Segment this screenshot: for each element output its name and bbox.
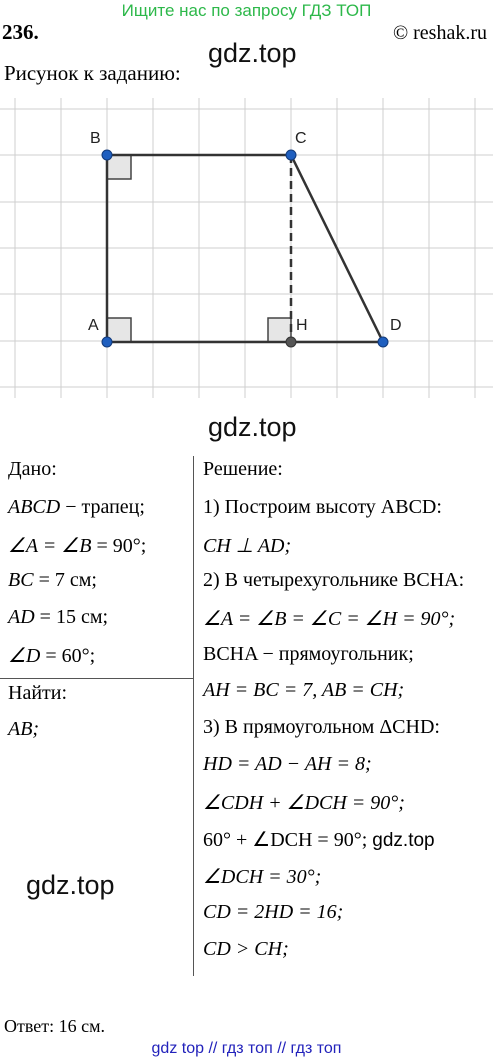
solution-line: BCHA − прямоугольник; [203,643,414,665]
point-a [102,337,112,347]
given-line: ∠A = ∠B = 90°; [8,535,147,557]
watermark-gdz: gdz.top [208,412,297,442]
given-divider [0,678,193,679]
label-h: H [296,317,308,334]
watermark-gdz: gdz.top [26,870,115,900]
solution-line: AH = BC = 7, AB = CH; [203,679,405,701]
solution-line: ∠DCH = 30°; [203,866,322,888]
solution-line: 1) Построим высоту ABCD: [203,496,442,518]
grid [0,98,493,398]
solution-line: HD = AD − AH = 8; [203,753,372,775]
footer-links[interactable]: gdz top // гдз топ // гдз топ [151,1040,342,1057]
column-divider [193,456,194,976]
label-a: A [88,317,99,334]
task-number: 236. [2,20,39,44]
point-c [286,150,296,160]
given-line: AD = 15 см; [8,606,109,628]
solution-line: 3) В прямоугольном ΔCHD: [203,716,440,738]
solution-title: Решение: [203,458,283,480]
given-title: Дано: [8,458,57,480]
search-banner[interactable]: Ищите нас по запросу ГДЗ ТОП [121,1,372,20]
watermark-gdz: gdz.top [208,38,297,68]
point-h [286,337,296,347]
label-c: C [295,130,307,147]
find-title: Найти: [8,682,68,704]
trapezoid-figure [0,98,493,408]
point-d [378,337,388,347]
given-line: ∠D = 60°; [8,645,96,667]
copyright-notice: © reshak.ru [392,22,487,44]
point-b [102,150,112,160]
figure-caption: Рисунок к заданию: [4,61,181,85]
solution-line: CD > CH; [203,938,289,960]
solution-line: ∠A = ∠B = ∠C = ∠H = 90°; [203,608,456,630]
label-d: D [390,317,402,334]
given-line: ABCD − трапец; [8,496,145,518]
watermark-gdz: gdz.top [372,830,435,851]
given-line: BC = 7 см; [8,569,97,591]
solution-line: ∠CDH + ∠DCH = 90°; [203,792,405,814]
solution-line: CD = 2HD = 16; [203,901,344,923]
label-b: B [90,130,101,147]
answer: Ответ: 16 см. [4,1016,105,1036]
solution-line: 60° + ∠DCH = 90°; gdz.top [203,829,435,851]
solution-line: CH ⊥ AD; [203,535,292,557]
find-value: AB; [8,718,40,740]
solution-line: 2) В четырехугольнике BCHA: [203,569,465,591]
